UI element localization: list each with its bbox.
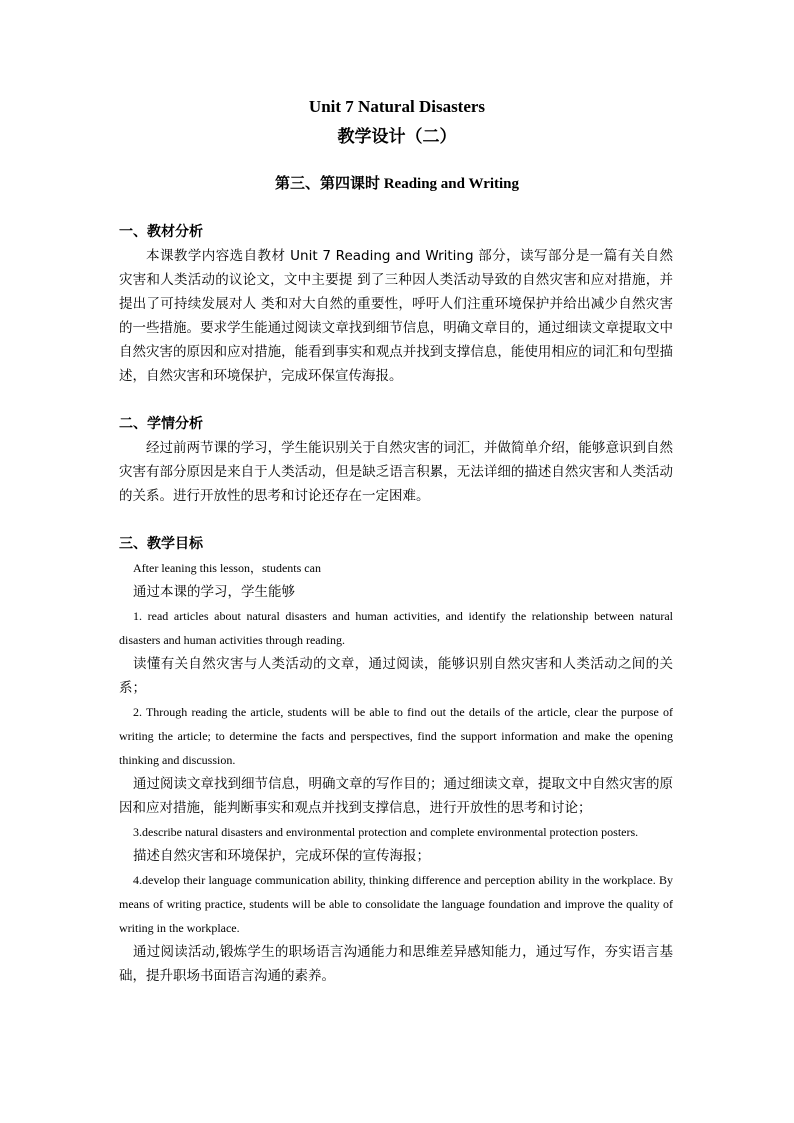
section-heading-student-analysis: 二、学情分析 xyxy=(119,416,203,432)
goal-3-cn: 描述自然灾害和环境保护，完成环保的宣传海报； xyxy=(133,848,430,864)
goal-1-en: 1. read articles about natural disasters and human activities, and identify the relationship between natural disasters and human activities through reading. xyxy=(119,609,673,647)
goals-intro-en: After leaning this lesson，students can xyxy=(133,561,321,575)
lesson-heading: 第三、第四课时 Reading and Writing xyxy=(274,176,520,192)
goal-2-en: 2. Through reading the article, students will be able to find out the details of the article, clear the purpose of writing the article; to determine the facts and perspectives, find the support information and make the opening thinking and discussion. xyxy=(119,705,673,767)
section-heading-teaching-goals: 三、教学目标 xyxy=(119,536,203,552)
goal-2-cn: 通过阅读文章找到细节信息，明确文章的写作目的；通过细读文章，提取文中自然灾害的原因和应对措施，能判断事实和观点并找到支撑信息，进行开放性的思考和讨论； xyxy=(119,776,673,816)
section-heading-textbook-analysis: 一、教材分析 xyxy=(119,224,203,240)
goal-4-en: 4.develop their language communication ability, thinking difference and perception ability in the workplace. By means of writing practice, students will be able to consolidate the language foundation and improve the quality of writing in the workplace. xyxy=(119,873,673,935)
goal-1-cn: 读懂有关自然灾害与人类活动的文章，通过阅读，能够识别自然灾害和人类活动之间的关系； xyxy=(119,656,673,696)
section-paragraph-student-analysis: 经过前两节课的学习，学生能识别关于自然灾害的词汇，并做简单介绍，能够意识到自然灾害有部分原因是来自于人类活动，但是缺乏语言积累，无法详细的描述自然灾害和人类活动的关系。进行开放性的思考和讨论还存在一定困难。 xyxy=(119,440,673,504)
document-subtitle: 教学设计（二） xyxy=(337,127,457,147)
document-title: Unit 7 Natural Disasters xyxy=(308,97,486,116)
goal-3-en: 3.describe natural disasters and environmental protection and complete environmental protection posters. xyxy=(133,825,639,839)
goal-4-cn: 通过阅读活动,锻炼学生的职场语言沟通能力和思维差异感知能力，通过写作，夯实语言基础，提升职场书面语言沟通的素养。 xyxy=(119,944,673,984)
document-body xyxy=(119,220,673,988)
section-paragraph-textbook-analysis: 本课教学内容选自教材 Unit 7 Reading and Writing 部分，读写部分是一篇有关自然灾害和人类活动的议论文，文中主要提 到了三种因人类活动导致的自然灾害和应对措施，并提出了可持续发展对人 类和对大自然的重要性，呼吁人们注重环境保护并给出减少自然灾害的一些措施。要求学生能通过阅读文章找到细节信息，明确文章目的，通过细读文章提取文中自然灾害的原因和应对措施，能看到事实和观点并找到支撑信息，能使用相应的词汇和句型描述，自然灾害和环境保护，完成环保宣传海报。 xyxy=(119,248,673,384)
goals-intro-cn: 通过本课的学习，学生能够 xyxy=(133,584,295,600)
